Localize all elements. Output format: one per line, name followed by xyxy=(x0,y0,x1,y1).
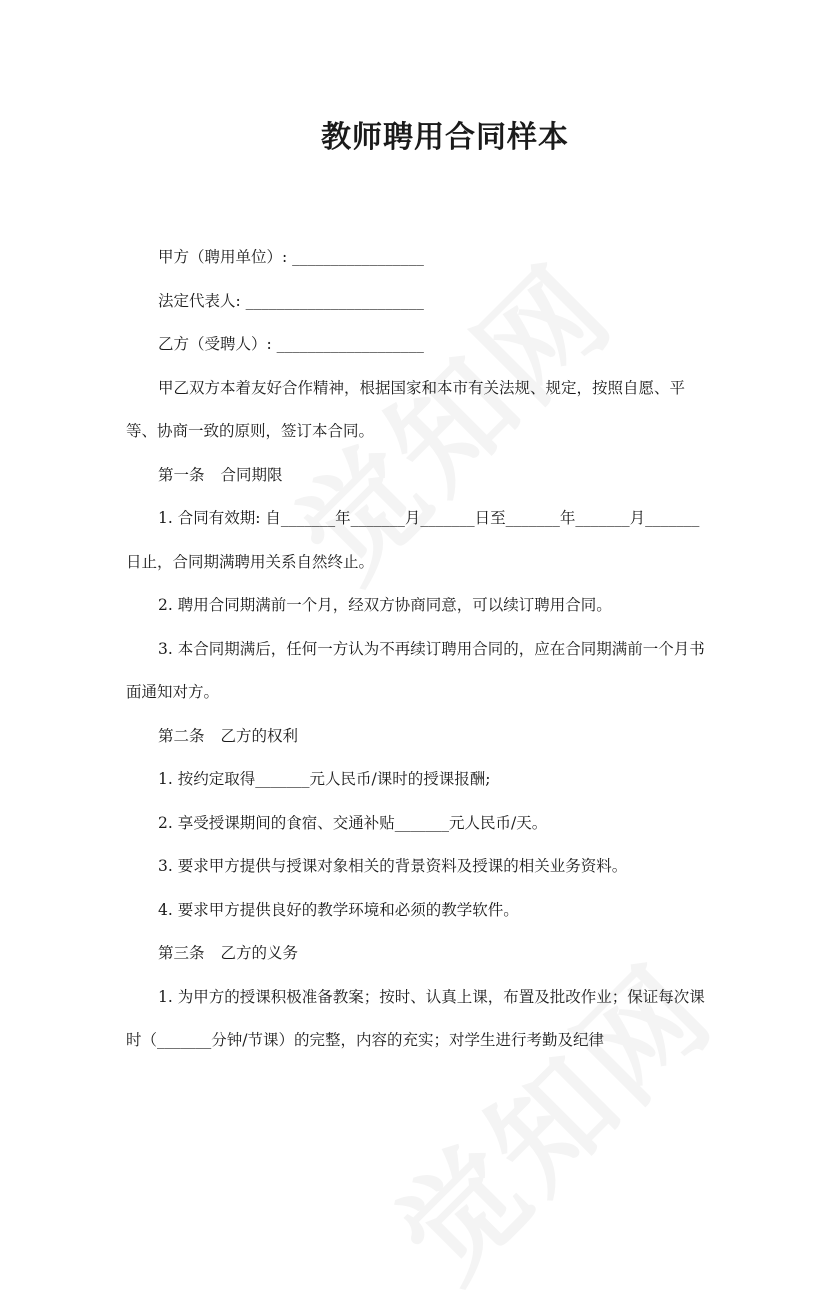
article-number: 第三条 xyxy=(158,944,205,962)
clause-paragraph: 1. 合同有效期: 自_______年_______月_______日至_______年_______月_______日止，合同期满聘用关系自然终止。 xyxy=(126,509,700,571)
preamble-paragraph: 甲乙双方本着友好合作精神，根据国家和本市有关法规、规定，按照自愿、平等、协商一致的原则，签订本合同。 xyxy=(126,378,686,440)
clause-paragraph: 4. 要求甲方提供良好的教学环境和必须的教学软件。 xyxy=(158,900,519,919)
article-heading xyxy=(126,454,708,498)
party-a-line: 甲方（聘用单位）: _________________ xyxy=(158,248,424,266)
clause-paragraph: 3. 本合同期满后，任何一方认为不再续订聘用合同的，应在合同期满前一个月书面通知对方。 xyxy=(126,639,705,701)
article-heading xyxy=(126,932,708,976)
clause-paragraph: 2. 享受授课期间的食宿、交通补贴_______元人民币/天。 xyxy=(158,813,548,832)
article-title: 乙方的义务 xyxy=(220,944,299,962)
clause-paragraph: 1. 按约定取得_______元人民币/课时的授课报酬; xyxy=(158,770,491,788)
clause-paragraph: 1. 为甲方的授课积极准备教案；按时、认真上课，布置及批改作业；保证每次课时（_______分钟/节课）的完整，内容的充实；对学生进行考勤及纪律 xyxy=(126,987,705,1049)
clause-paragraph: 3. 要求甲方提供与授课对象相关的背景资料及授课的相关业务资料。 xyxy=(158,857,628,875)
clause-paragraph: 2. 聘用合同期满前一个月，经双方协商同意，可以续订聘用合同。 xyxy=(158,596,612,614)
party-b-line: 乙方（受聘人）: ___________________ xyxy=(158,335,424,353)
document-title: 教师聘用合同样本 xyxy=(321,120,569,155)
article-title: 合同期限 xyxy=(220,465,283,484)
article-heading xyxy=(126,715,708,759)
article-title: 乙方的权利 xyxy=(220,726,299,745)
article-number: 第一条 xyxy=(158,465,205,484)
document-body xyxy=(126,236,708,1063)
legal-rep-line: 法定代表人: _______________________ xyxy=(158,291,424,310)
article-number: 第二条 xyxy=(158,726,205,745)
